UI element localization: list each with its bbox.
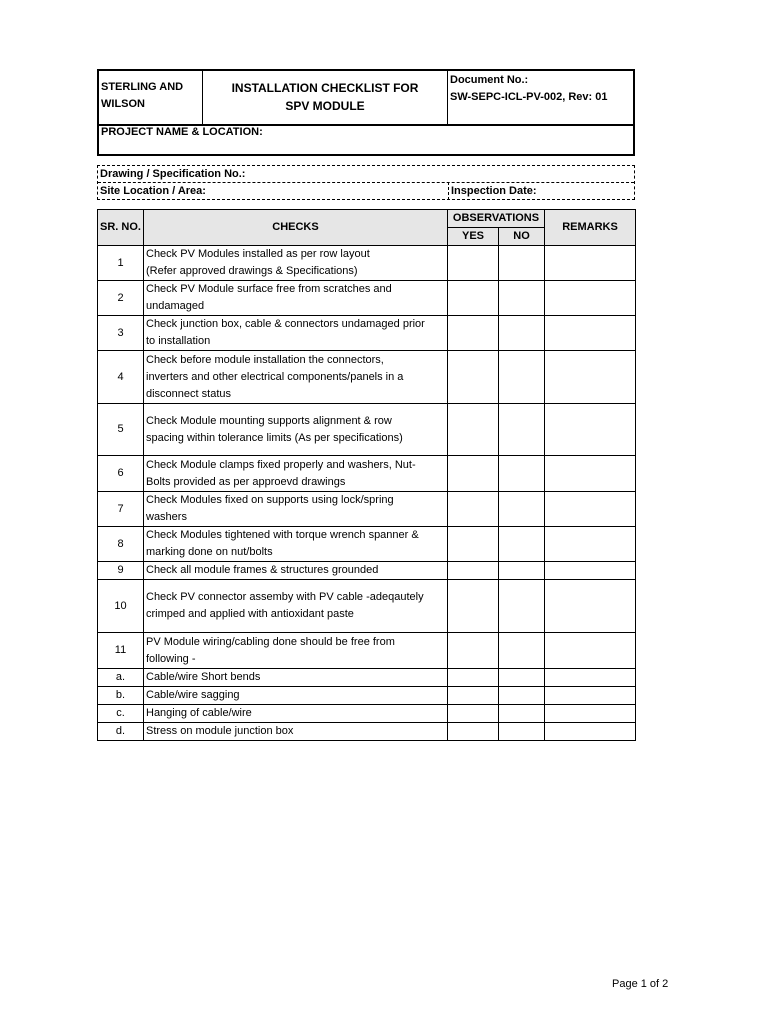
header-checks: CHECKS <box>144 210 448 246</box>
sr-number-cell: 4 <box>98 351 144 404</box>
yes-cell[interactable] <box>448 351 499 404</box>
remarks-cell[interactable] <box>545 527 636 562</box>
check-cell <box>144 456 448 492</box>
no-cell[interactable] <box>499 580 545 633</box>
remarks-cell[interactable] <box>545 687 636 705</box>
no-cell[interactable] <box>499 633 545 669</box>
table-row <box>98 492 636 527</box>
no-cell[interactable] <box>499 687 545 705</box>
document-header <box>97 69 635 156</box>
info-block <box>97 165 635 200</box>
yes-cell[interactable] <box>448 246 499 281</box>
yes-cell[interactable] <box>448 456 499 492</box>
check-text: Cable/wire sagging <box>146 689 240 701</box>
check-cell <box>144 527 448 562</box>
remarks-cell[interactable] <box>545 669 636 687</box>
check-cell <box>144 246 448 281</box>
header-yes: YES <box>448 228 499 246</box>
table-row <box>98 687 636 705</box>
check-text: Check PV connector assemby with PV cable -adeqautely crimped and applied with antioxidant paste <box>146 591 424 620</box>
table-row <box>98 669 636 687</box>
check-cell <box>144 687 448 705</box>
yes-cell[interactable] <box>448 527 499 562</box>
project-name-label: PROJECT NAME & LOCATION: <box>101 126 263 138</box>
check-text: Check junction box, cable & connectors undamaged prior to installation <box>146 318 425 347</box>
check-text: PV Module wiring/cabling done should be free from following - <box>146 635 395 665</box>
check-text: Check before module installation the connectors, inverters and other electrical components/panels in a disconnect status <box>146 353 404 400</box>
sr-number-cell: 3 <box>98 316 144 351</box>
yes-cell[interactable] <box>448 562 499 580</box>
remarks-cell[interactable] <box>545 633 636 669</box>
no-cell[interactable] <box>499 456 545 492</box>
yes-cell[interactable] <box>448 580 499 633</box>
check-cell <box>144 705 448 723</box>
no-cell[interactable] <box>499 669 545 687</box>
yes-cell[interactable] <box>448 281 499 316</box>
divider <box>448 182 449 200</box>
yes-cell[interactable] <box>448 492 499 527</box>
no-cell[interactable] <box>499 527 545 562</box>
check-text: Check Module clamps fixed properly and washers, Nut- Bolts provided as per approevd drawings <box>146 458 416 488</box>
table-row <box>98 580 636 633</box>
table-row <box>98 456 636 492</box>
remarks-cell[interactable] <box>545 580 636 633</box>
remarks-cell[interactable] <box>545 492 636 527</box>
check-text: Check Module mounting supports alignment & row spacing within tolerance limits (As per specifications) <box>146 414 403 444</box>
inspection-date-label: Inspection Date: <box>451 185 537 197</box>
check-cell <box>144 633 448 669</box>
check-text: Check PV Modules installed as per row layout (Refer approved drawings & Specifications) <box>146 248 370 277</box>
sr-number-cell: 9 <box>98 562 144 580</box>
table-row <box>98 246 636 281</box>
remarks-cell[interactable] <box>545 351 636 404</box>
no-cell[interactable] <box>499 492 545 527</box>
document-number-label: Document No.: <box>450 74 529 86</box>
sr-number-cell: c. <box>98 705 144 723</box>
document-title <box>203 71 448 124</box>
no-cell[interactable] <box>499 404 545 456</box>
sr-number-cell: a. <box>98 669 144 687</box>
no-cell[interactable] <box>499 351 545 404</box>
yes-cell[interactable] <box>448 633 499 669</box>
yes-cell[interactable] <box>448 669 499 687</box>
check-cell <box>144 281 448 316</box>
divider <box>98 182 634 183</box>
check-text: Check all module frames & structures grounded <box>146 564 379 576</box>
title-line1: INSTALLATION CHECKLIST FOR <box>231 81 419 95</box>
remarks-cell[interactable] <box>545 281 636 316</box>
header-no: NO <box>499 228 545 246</box>
check-cell <box>144 669 448 687</box>
sr-number-cell: 6 <box>98 456 144 492</box>
check-text: Check Modules tightened with torque wrench spanner & marking done on nut/bolts <box>146 529 419 558</box>
check-cell <box>144 404 448 456</box>
no-cell[interactable] <box>499 562 545 580</box>
title-line2: SPV MODULE <box>285 99 365 113</box>
no-cell[interactable] <box>499 705 545 723</box>
table-row <box>98 705 636 723</box>
check-cell <box>144 723 448 741</box>
company-name-line1: STERLING AND <box>101 81 184 93</box>
no-cell[interactable] <box>499 246 545 281</box>
document-number <box>448 71 635 124</box>
remarks-cell[interactable] <box>545 562 636 580</box>
sr-number-cell: 1 <box>98 246 144 281</box>
site-location-label: Site Location / Area: <box>100 185 206 197</box>
table-row <box>98 633 636 669</box>
table-row <box>98 281 636 316</box>
remarks-cell[interactable] <box>545 316 636 351</box>
check-cell <box>144 316 448 351</box>
sr-number-cell: 2 <box>98 281 144 316</box>
header-observations: OBSERVATIONS <box>448 210 545 228</box>
document-number-value: SW-SEPC-ICL-PV-002, Rev: 01 <box>450 91 608 103</box>
sr-number-cell: 8 <box>98 527 144 562</box>
page-number: Page 1 of 2 <box>612 978 669 990</box>
check-text: Cable/wire Short bends <box>146 671 261 683</box>
checklist-table <box>97 209 636 741</box>
remarks-cell[interactable] <box>545 246 636 281</box>
header-remarks: REMARKS <box>545 210 636 246</box>
table-row <box>98 723 636 741</box>
sr-number-cell: 7 <box>98 492 144 527</box>
checklist-rows <box>98 246 636 741</box>
no-cell[interactable] <box>499 281 545 316</box>
check-text: Check PV Module surface free from scratches and undamaged <box>146 283 392 312</box>
check-cell <box>144 562 448 580</box>
check-cell <box>144 580 448 633</box>
sr-number-cell: 10 <box>98 580 144 633</box>
yes-cell[interactable] <box>448 705 499 723</box>
remarks-cell[interactable] <box>545 705 636 723</box>
drawing-spec-label: Drawing / Specification No.: <box>100 168 246 180</box>
table-row <box>98 562 636 580</box>
check-text: Stress on module junction box <box>146 725 294 737</box>
yes-cell[interactable] <box>448 404 499 456</box>
check-cell <box>144 351 448 404</box>
header-top-row <box>99 71 633 126</box>
remarks-cell[interactable] <box>545 456 636 492</box>
sr-number-cell: b. <box>98 687 144 705</box>
table-row <box>98 316 636 351</box>
sr-number-cell: 5 <box>98 404 144 456</box>
yes-cell[interactable] <box>448 687 499 705</box>
check-text: Hanging of cable/wire <box>146 707 252 719</box>
check-text: Check Modules fixed on supports using lock/spring washers <box>146 494 394 523</box>
yes-cell[interactable] <box>448 316 499 351</box>
remarks-cell[interactable] <box>545 404 636 456</box>
sr-number-cell: d. <box>98 723 144 741</box>
table-row <box>98 351 636 404</box>
company-name <box>99 71 203 124</box>
table-row <box>98 404 636 456</box>
check-cell <box>144 492 448 527</box>
no-cell[interactable] <box>499 316 545 351</box>
header-sr-no: SR. NO. <box>98 210 144 246</box>
company-name-line2: WILSON <box>101 98 145 110</box>
remarks-cell[interactable] <box>545 723 636 741</box>
yes-cell[interactable] <box>448 723 499 741</box>
table-row <box>98 527 636 562</box>
sr-number-cell: 11 <box>98 633 144 669</box>
no-cell[interactable] <box>499 723 545 741</box>
